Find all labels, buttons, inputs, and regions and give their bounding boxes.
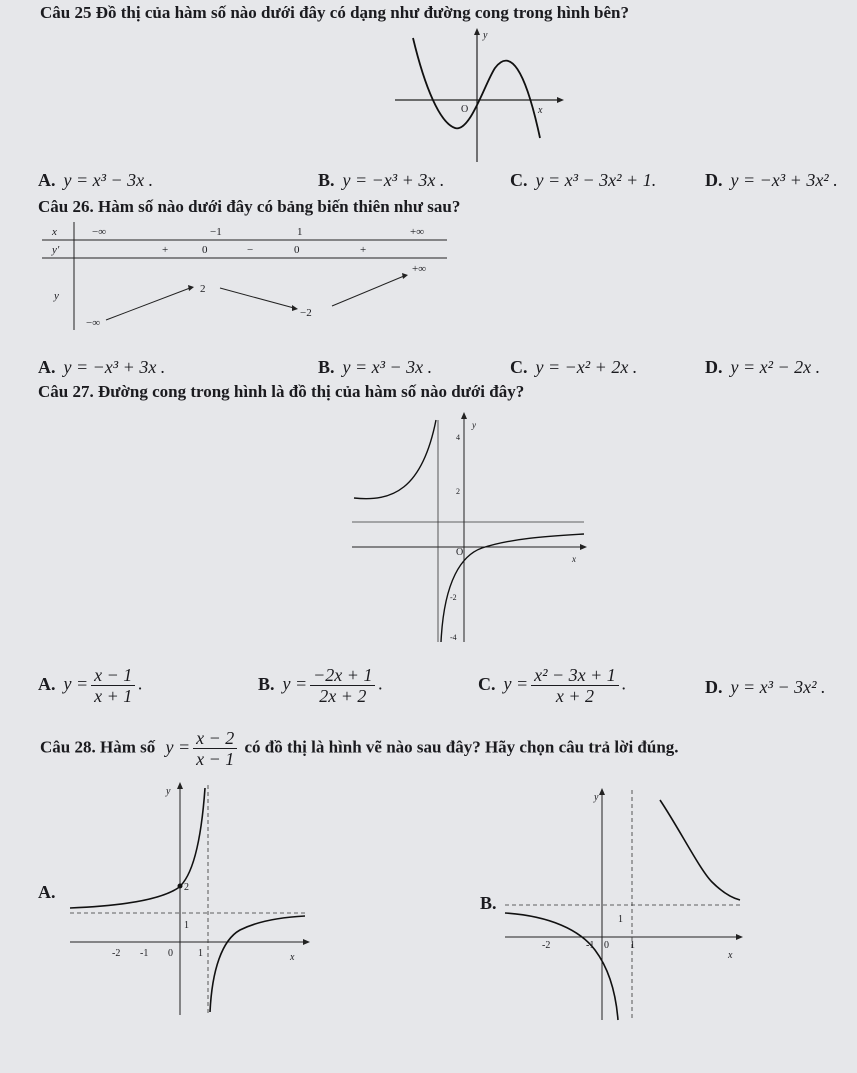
q27-x-label: x [572,554,576,564]
q28b-tick-x1: 1 [630,940,635,951]
q26-option-a[interactable]: A. y = −x³ + 3x . [38,357,166,377]
q28-function: y = $\frac{x - 2}{x - 1}$ [165,737,240,757]
q28a-tick-x0: 0 [168,948,173,959]
q26-sign-3: − [247,244,254,256]
q28a-tick-xm1: -1 [140,948,149,959]
q28a-x-label: x [290,952,295,963]
q27-origin: O [456,547,464,558]
q27-graph [352,410,592,645]
q28b-tick-xm2: -2 [542,940,551,951]
q27-option-c[interactable]: C. y = $\frac{\text{x² − 3x + 1}}{x + 2}$ . [478,665,627,706]
q25-graph [395,28,565,163]
q26-sign-1: + [162,244,169,256]
q27-title: Câu 27. Đường cong trong hình là đồ thị của hàm số nào dưới đây? [38,382,525,401]
q28-title: Câu 28. Hàm số y = $\frac{x - 2}{x - 1}$ có đồ thị là hình vẽ nào sau đây? Hãy chọn câu trả lời đúng. [40,728,679,769]
q26-sign-2: 0 [202,244,208,256]
q26-y-2: 2 [200,283,206,295]
q26-sign-5: + [360,244,367,256]
q27-option-a[interactable]: A. y = $\frac{x - 1}{x + 1}$ . [38,665,143,706]
q26-variation-table [42,222,452,334]
q26-y-neg-inf: −∞ [86,317,101,329]
q28a-y-label: y [166,786,171,797]
q27-tick-4: 4 [456,433,460,442]
q25-option-b[interactable]: B. y = −x³ + 3x . [318,170,445,190]
q28-graph-a[interactable] [60,780,320,1020]
q28a-tick-y2: 2 [184,882,189,893]
q28b-tick-x0: 0 [604,940,609,951]
q27-y-label: y [472,420,476,430]
q27-tick-m2: -2 [450,593,457,602]
q27-tick-m4: -4 [450,633,457,642]
q26-x-m1: −1 [210,226,222,238]
q25-option-d[interactable]: D. y = −x³ + 3x² . [705,170,838,190]
q25-option-a[interactable]: A. y = x³ − 3x . [38,170,154,190]
q26-x-neg-inf: −∞ [92,226,107,238]
q25-title: Câu 25 Đồ thị của hàm số nào dưới đây có dạng như đường cong trong hình bên? [40,3,630,22]
q26-option-c[interactable]: C. y = −x² + 2x . [510,357,638,377]
q25-x-label: x [538,105,543,116]
q26-x-label: x [52,226,57,238]
q26-option-b[interactable]: B. y = x³ − 3x . [318,357,433,377]
q28a-tick-x1: 1 [198,948,203,959]
q26-option-d[interactable]: D. y = x² − 2x . [705,357,821,377]
q28b-tick-y1: 1 [618,914,623,925]
q28-graph-b-label[interactable]: B. [480,893,497,913]
q26-title: Câu 26. Hàm số nào dưới đây có bảng biến thiên như sau? [38,197,461,216]
q27-tick-2: 2 [456,487,460,496]
q25-origin: O [461,104,469,115]
q25-option-c[interactable]: C. y = x³ − 3x² + 1. [510,170,657,190]
q28a-tick-xm2: -2 [112,948,121,959]
q27-option-d[interactable]: D. y = x³ − 3x² . [705,677,826,697]
q27-option-b[interactable]: B. y = $\frac{-2x + 1}{2x + 2}$ . [258,665,383,706]
q26-y-m2: −2 [300,307,312,319]
q28-graph-b[interactable] [500,780,750,1025]
q26-yp-label: y′ [52,244,60,256]
q28b-tick-xm1: -1 [586,940,595,951]
q26-sign-4: 0 [294,244,300,256]
q26-x-pos-inf: +∞ [410,226,425,238]
q28a-tick-y1: 1 [184,920,189,931]
q26-x-1: 1 [297,226,303,238]
q28b-y-label: y [594,792,599,803]
q26-y-pos-inf: +∞ [412,263,427,275]
q25-y-label: y [483,30,488,41]
q28b-x-label: x [728,950,733,961]
q26-y-label: y [54,290,59,302]
q28-graph-a-label[interactable]: A. [38,882,56,902]
